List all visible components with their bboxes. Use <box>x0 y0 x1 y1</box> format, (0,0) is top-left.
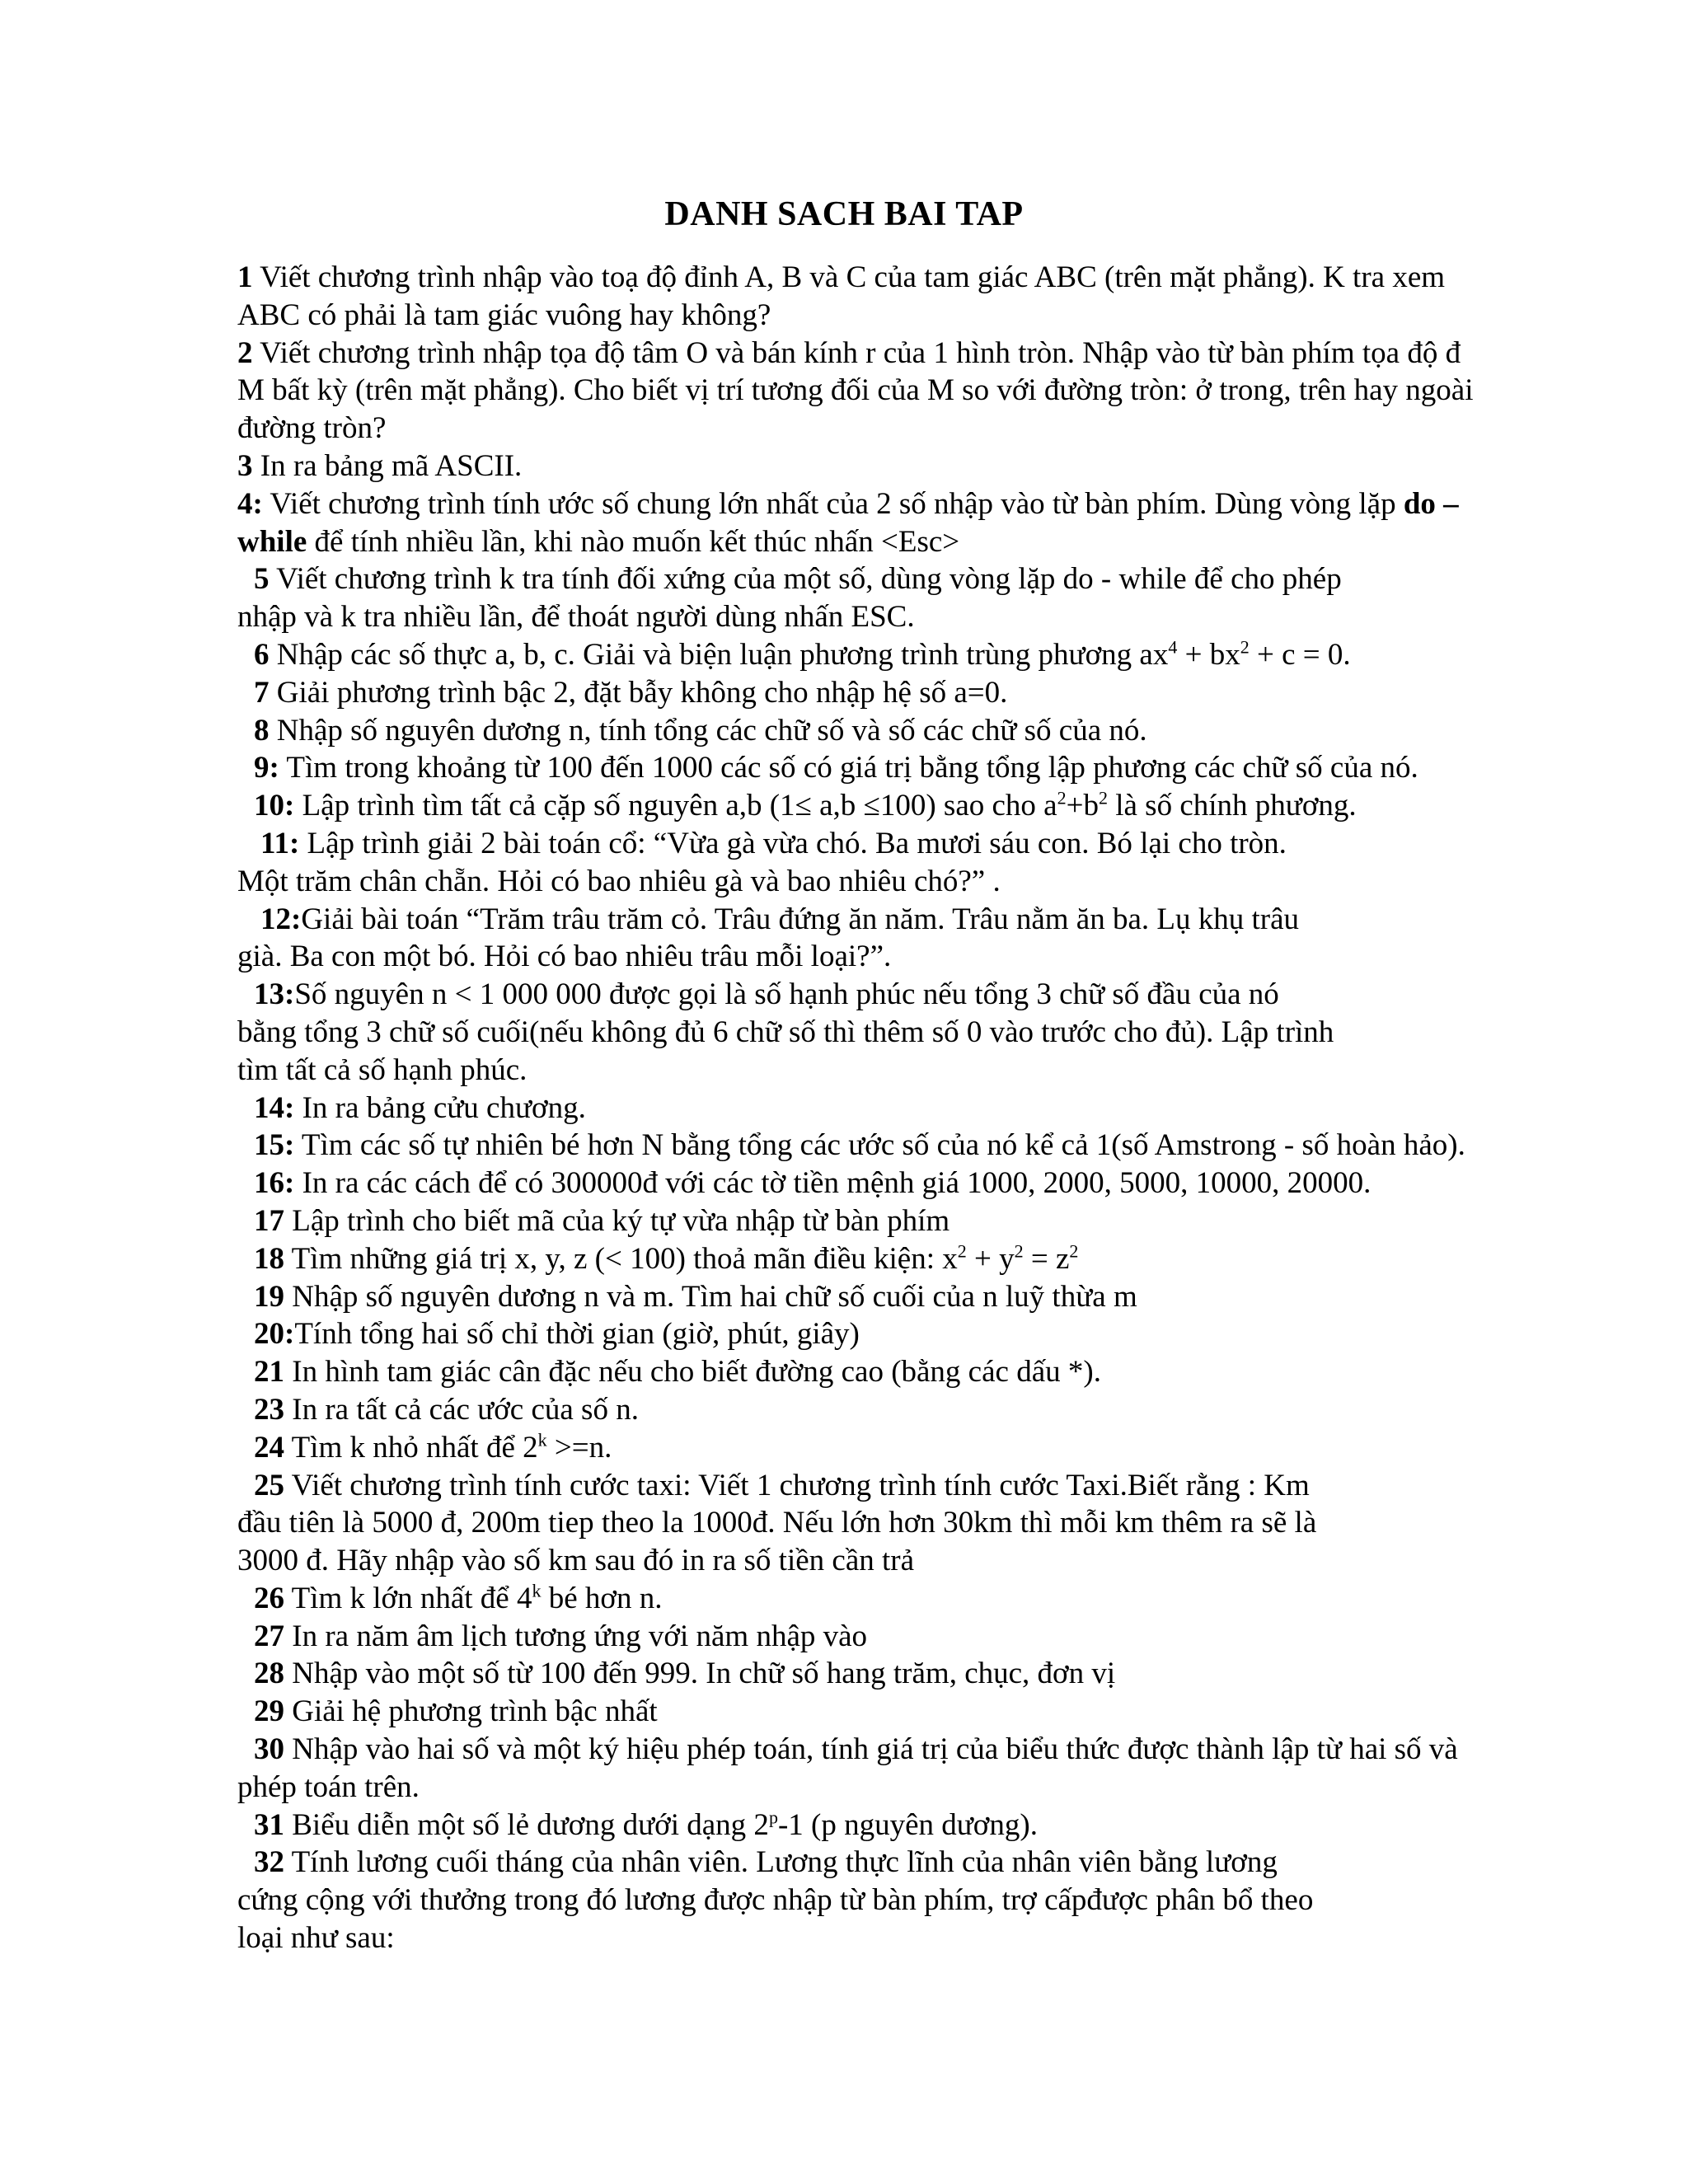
item-text: = z <box>1023 1241 1070 1276</box>
item-number: 23 <box>254 1392 284 1427</box>
superscript: 2 <box>957 1240 967 1262</box>
item-text: In ra bảng mã ASCII. <box>252 448 523 483</box>
superscript: k <box>532 1580 542 1601</box>
item-number: 1 <box>237 260 253 294</box>
item-text: Tìm các số tự nhiên bé hơn N bằng tổng các ước số của nó kể cả 1(số Amstrong - số hoàn hảo). <box>294 1128 1465 1163</box>
item-number: 19 <box>254 1279 284 1314</box>
item-text: Giải bài toán “Trăm trâu trăm cỏ. Trâu đứng ăn năm. Trâu nằm ăn ba. Lụ khụ trâu <box>301 902 1300 936</box>
item-text: Giải hệ phương trình bậc nhất <box>284 1694 658 1729</box>
exercise-item-10 <box>237 787 1597 825</box>
exercise-item-11 <box>237 825 1597 901</box>
item-number: 21 <box>254 1355 284 1390</box>
item-text: Lập trình cho biết mã của ký tự vừa nhập từ bàn phím <box>284 1203 950 1238</box>
exercise-item-14 <box>237 1090 1597 1127</box>
item-text: Tìm trong khoảng từ 100 đến 1000 các số có giá trị bằng tổng lập phương các chữ số của nó. <box>279 751 1418 785</box>
item-number: 5 <box>254 562 270 597</box>
exercise-item-1 <box>237 259 1597 335</box>
item-text: già. Ba con một bó. Hỏi có bao nhiêu trâu mỗi loại?”. <box>237 940 892 974</box>
item-text: Tính tổng hai số chỉ thời gian (giờ, phút, giây) <box>294 1317 860 1352</box>
item-number: 11: <box>260 826 300 860</box>
item-number: 16: <box>254 1166 295 1201</box>
superscript: k <box>537 1429 547 1451</box>
item-text: >=n. <box>546 1430 612 1465</box>
item-number: 3 <box>237 448 253 483</box>
item-text: Viết chương trình tính cước taxi: Viết 1 chương trình tính cước Taxi.Biết rằng : Km <box>284 1468 1310 1502</box>
item-text: là số chính phương. <box>1107 789 1357 823</box>
exercise-item-4 <box>237 485 1597 561</box>
item-text: Tìm k lớn nhất để 4 <box>284 1581 532 1615</box>
exercise-item-31 <box>237 1807 1597 1844</box>
item-text: bằng tổng 3 chữ số cuối(nếu không đủ 6 chữ số thì thêm số 0 vào trước cho đủ). Lập trình <box>237 1015 1334 1049</box>
item-text: tìm tất cả số hạnh phúc. <box>237 1052 528 1087</box>
item-text: Viết chương trình nhập tọa độ tâm O và bán kính r của 1 hình tròn. Nhập vào từ bàn phím tọa độ đ <box>252 335 1461 370</box>
item-text: In ra bảng cửu chương. <box>294 1090 586 1125</box>
item-text: Tính lương cuối tháng của nhân viên. Lương thực lĩnh của nhân viên bằng lương <box>284 1845 1278 1880</box>
item-text: Nhập số nguyên dương n và m. Tìm hai chữ số cuối của n luỹ thừa m <box>284 1279 1137 1314</box>
item-text: Nhập vào một số từ 100 đến 999. In chữ số hang trăm, chục, đơn vị <box>284 1657 1116 1691</box>
exercise-item-6 <box>237 636 1597 674</box>
exercise-item-24 <box>237 1429 1597 1467</box>
item-text: Viết chương trình nhập vào toạ độ đỉnh A, B và C của tam giác ABC (trên mặt phẳng). K tra xem <box>252 260 1446 294</box>
exercise-item-28 <box>237 1655 1597 1693</box>
exercise-item-17 <box>237 1202 1597 1240</box>
item-number: 27 <box>254 1619 284 1653</box>
item-number: 29 <box>254 1694 284 1729</box>
exercise-item-32 <box>237 1844 1597 1957</box>
item-text: Viết chương trình k tra tính đối xứng của một số, dùng vòng lặp do - while để cho phép <box>269 562 1342 597</box>
exercise-item-3 <box>237 448 1597 485</box>
superscript: 4 <box>1168 636 1178 658</box>
exercise-item-20 <box>237 1315 1597 1353</box>
keyword-while: while <box>237 524 307 559</box>
item-number: 31 <box>254 1807 284 1842</box>
exercise-item-29 <box>237 1693 1597 1731</box>
item-number: 20: <box>254 1317 295 1352</box>
item-text: Viết chương trình tính ước số chung lớn nhất của 2 số nhập vào từ bàn phím. Dùng vòng lặp <box>262 486 1404 521</box>
exercise-item-5 <box>237 560 1597 636</box>
exercise-item-25 <box>237 1467 1597 1580</box>
item-text: Một trăm chân chẵn. Hỏi có bao nhiêu gà và bao nhiêu chó?” . <box>237 864 1001 898</box>
item-number: 26 <box>254 1581 284 1615</box>
item-number: 12: <box>260 902 302 936</box>
item-text: loại như sau: <box>237 1921 395 1956</box>
exercise-item-26 <box>237 1580 1597 1618</box>
exercise-item-21 <box>237 1353 1597 1391</box>
exercise-item-19 <box>237 1278 1597 1316</box>
exercise-item-9 <box>237 749 1597 787</box>
item-number: 4: <box>237 486 263 521</box>
exercise-list <box>237 259 1597 1957</box>
item-text: phép toán trên. <box>237 1769 420 1804</box>
item-number: 32 <box>254 1845 284 1880</box>
item-number: 24 <box>254 1430 284 1465</box>
superscript: p <box>768 1807 778 1828</box>
item-number: 10: <box>254 789 295 823</box>
item-text: đường tròn? <box>237 411 387 446</box>
superscript: 2 <box>1240 636 1250 658</box>
item-text: đầu tiên là 5000 đ, 200m tiep theo la 1000đ. Nếu lớn hơn 30km thì mỗi km thêm ra sẽ là <box>237 1506 1317 1540</box>
item-text: In ra các cách để có 300000đ với các tờ tiền mệnh giá 1000, 2000, 5000, 10000, 20000. <box>294 1166 1372 1201</box>
item-text: Nhập số nguyên dương n, tính tổng các chữ số và số các chữ số của nó. <box>269 713 1147 748</box>
exercise-item-8 <box>237 712 1597 750</box>
item-text: Nhập vào hai số và một ký hiệu phép toán, tính giá trị của biểu thức được thành lập từ hai số và <box>284 1732 1458 1767</box>
exercise-item-7 <box>237 674 1597 712</box>
item-text: + bx <box>1177 637 1240 672</box>
exercise-item-12 <box>237 901 1597 977</box>
exercise-item-15 <box>237 1127 1597 1165</box>
item-text: +b <box>1066 789 1099 823</box>
exercise-item-2 <box>237 335 1597 448</box>
item-number: 17 <box>254 1203 284 1238</box>
exercise-item-18 <box>237 1240 1597 1278</box>
item-text: Biểu diễn một số lẻ dương dưới dạng 2 <box>284 1807 769 1842</box>
item-number: 6 <box>254 637 270 672</box>
exercise-item-23 <box>237 1391 1597 1429</box>
item-number: 13: <box>254 977 295 1012</box>
exercise-item-30 <box>237 1731 1597 1807</box>
item-text: cứng cộng với thưởng trong đó lương được nhập từ bàn phím, trợ cấpđược phân bổ theo <box>237 1883 1314 1918</box>
item-text: + y <box>966 1241 1015 1276</box>
item-text: In ra tất cả các ước của số n. <box>284 1392 639 1427</box>
superscript: 2 <box>1069 1240 1079 1262</box>
page-title: DANH SACH BAI TAP <box>664 195 1024 233</box>
item-text: Nhập các số thực a, b, c. Giải và biện luận phương trình trùng phương ax <box>269 637 1169 672</box>
exercise-item-16 <box>237 1165 1597 1202</box>
item-number: 25 <box>254 1468 284 1502</box>
item-number: 28 <box>254 1657 284 1691</box>
item-number: 18 <box>254 1241 284 1276</box>
item-text: In ra năm âm lịch tương ứng với năm nhập vào <box>284 1619 868 1653</box>
item-number: 2 <box>237 335 253 370</box>
item-text: Lập trình giải 2 bài toán cổ: “Vừa gà vừa chó. Ba mươi sáu con. Bó lại cho tròn. <box>299 826 1287 860</box>
item-number: 9: <box>254 751 279 785</box>
item-text: In hình tam giác cân đặc nếu cho biết đường cao (bằng các dấu *). <box>284 1355 1101 1390</box>
item-text: -1 (p nguyên dương). <box>777 1807 1038 1842</box>
item-number: 30 <box>254 1732 284 1767</box>
item-text: bé hơn n. <box>541 1581 663 1615</box>
superscript: 2 <box>1014 1240 1024 1262</box>
item-number: 15: <box>254 1128 295 1163</box>
item-text: 3000 đ. Hãy nhập vào số km sau đó in ra số tiền cần trả <box>237 1544 915 1578</box>
exercise-item-27 <box>237 1618 1597 1656</box>
item-number: 14: <box>254 1090 295 1125</box>
item-text: Tìm k nhỏ nhất để 2 <box>284 1430 538 1465</box>
exercise-item-13 <box>237 976 1597 1089</box>
keyword-do: do – <box>1403 486 1459 521</box>
item-text: M bất kỳ (trên mặt phẳng). Cho biết vị trí tương đối của M so với đường tròn: ở trong, trên hay ngoài <box>237 373 1474 408</box>
superscript: 2 <box>1057 787 1067 808</box>
item-text: + c = 0. <box>1249 637 1351 672</box>
item-number: 8 <box>254 713 270 748</box>
item-text: nhập và k tra nhiều lần, để thoát người dùng nhấn ESC. <box>237 600 915 635</box>
item-text: Lập trình tìm tất cả cặp số nguyên a,b (1≤ a,b ≤100) sao cho a <box>294 789 1057 823</box>
item-number: 7 <box>254 675 270 710</box>
item-text: để tính nhiều lần, khi nào muốn kết thúc nhấn <Esc> <box>307 524 960 559</box>
item-text: Giải phương trình bậc 2, đặt bẫy không cho nhập hệ số a=0. <box>269 675 1008 710</box>
item-text: ABC có phải là tam giác vuông hay không? <box>237 298 771 332</box>
item-text: Số nguyên n < 1 000 000 được gọi là số hạnh phúc nếu tổng 3 chữ số đầu của nó <box>294 977 1279 1012</box>
superscript: 2 <box>1098 787 1108 808</box>
item-text: Tìm những giá trị x, y, z (< 100) thoả mãn điều kiện: x <box>284 1241 958 1276</box>
